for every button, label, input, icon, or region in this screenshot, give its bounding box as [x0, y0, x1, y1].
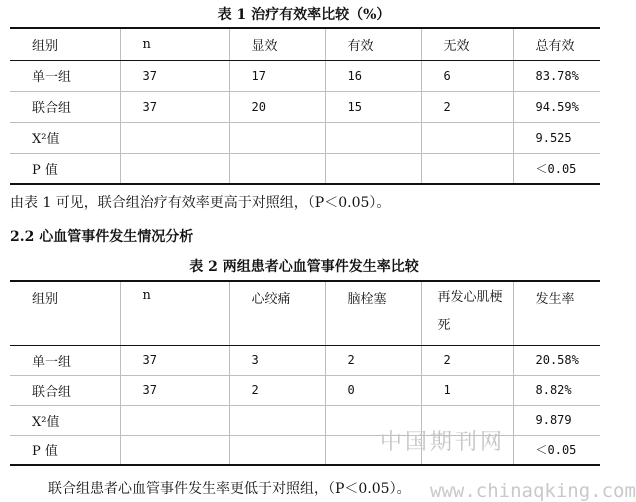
table2-cell: ＜0.05	[513, 435, 600, 465]
table1-cell: 9.525	[513, 122, 600, 153]
table2-cell: 20.58%	[513, 345, 600, 375]
table-row	[10, 91, 600, 122]
table1-header-cell: 总有效	[513, 28, 600, 60]
table-row	[10, 122, 600, 153]
table1-cell: 15	[325, 91, 421, 122]
table1-cell: P 值	[10, 153, 120, 184]
table-row	[10, 153, 600, 184]
table2-cell: P 值	[10, 435, 120, 465]
table2-cell: 37	[120, 375, 229, 405]
table1-header-cell: 有效	[325, 28, 421, 60]
table1-cell: 83.78%	[513, 60, 600, 91]
table2-cell: 8.82%	[513, 375, 600, 405]
table1-cell	[325, 153, 421, 184]
table2-cell: 单一组	[10, 345, 120, 375]
table1-cell: 联合组	[10, 91, 120, 122]
table1-cell	[120, 153, 229, 184]
table2-cell	[229, 435, 325, 465]
table1-cell: X²值	[10, 122, 120, 153]
table2-header-cell: 发生率	[513, 281, 600, 345]
table2-cell: X²值	[10, 405, 120, 435]
table2-note: 联合组患者心血管事件发生率更低于对照组，（P＜0.05）。	[48, 481, 411, 497]
table-row	[10, 375, 600, 405]
table1-cell: 单一组	[10, 60, 120, 91]
table1-header-cell: 组别	[10, 28, 120, 60]
table1-cell	[229, 153, 325, 184]
table1-cell	[325, 122, 421, 153]
table1-cell: 37	[120, 60, 229, 91]
table2-cell	[120, 435, 229, 465]
table1-note: 由表 1 可见，联合组治疗有效率更高于对照组，（P＜0.05）。	[10, 195, 391, 211]
table1-cell: 94.59%	[513, 91, 600, 122]
table1-cell: 6	[421, 60, 513, 91]
table1-header-cell: 显效	[229, 28, 325, 60]
table2-header-cell: 组别	[10, 281, 120, 345]
table2-caption: 表 2 两组患者心血管事件发生率比较	[189, 259, 419, 275]
table2-cell: 2	[325, 345, 421, 375]
table2-header-cell: 脑栓塞	[325, 281, 421, 345]
table1-cell: 2	[421, 91, 513, 122]
table1-header-cell: n	[120, 28, 229, 60]
table2-cell: 37	[120, 345, 229, 375]
table2-cell: 2	[421, 345, 513, 375]
section-heading: 2.2 心血管事件发生情况分析	[10, 229, 194, 245]
table1-cell	[229, 122, 325, 153]
table-row	[10, 60, 600, 91]
table2-cell	[229, 405, 325, 435]
table2-cell: 联合组	[10, 375, 120, 405]
table2-header-row	[10, 281, 600, 345]
table-row	[10, 345, 600, 375]
table-row	[10, 405, 600, 435]
table2-header-cell: 心绞痛	[229, 281, 325, 345]
table1-cell: 16	[325, 60, 421, 91]
table2-cell: 0	[325, 375, 421, 405]
table2-cell: 1	[421, 375, 513, 405]
table2	[10, 280, 600, 466]
table1	[10, 27, 600, 185]
table2-header-cell: n	[120, 281, 229, 345]
table1-cell: ＜0.05	[513, 153, 600, 184]
table1-cell: 37	[120, 91, 229, 122]
table1-cell	[120, 122, 229, 153]
table2-cell	[120, 405, 229, 435]
table1-header-cell: 无效	[421, 28, 513, 60]
table1-cell: 20	[229, 91, 325, 122]
table1-cell: 17	[229, 60, 325, 91]
watermark-site-name: 中国期刊网	[380, 430, 506, 455]
table2-header-cell: 再发心肌梗死	[421, 281, 513, 345]
table1-header-row	[10, 28, 600, 60]
table1-caption: 表 1 治疗有效率比较（%）	[217, 7, 391, 23]
table1-cell	[421, 153, 513, 184]
table2-cell: 9.879	[513, 405, 600, 435]
watermark-url: www.chinaqking.com	[430, 480, 636, 502]
table2-cell: 3	[229, 345, 325, 375]
table-row	[10, 435, 600, 465]
table2-cell: 2	[229, 375, 325, 405]
table1-cell	[421, 122, 513, 153]
